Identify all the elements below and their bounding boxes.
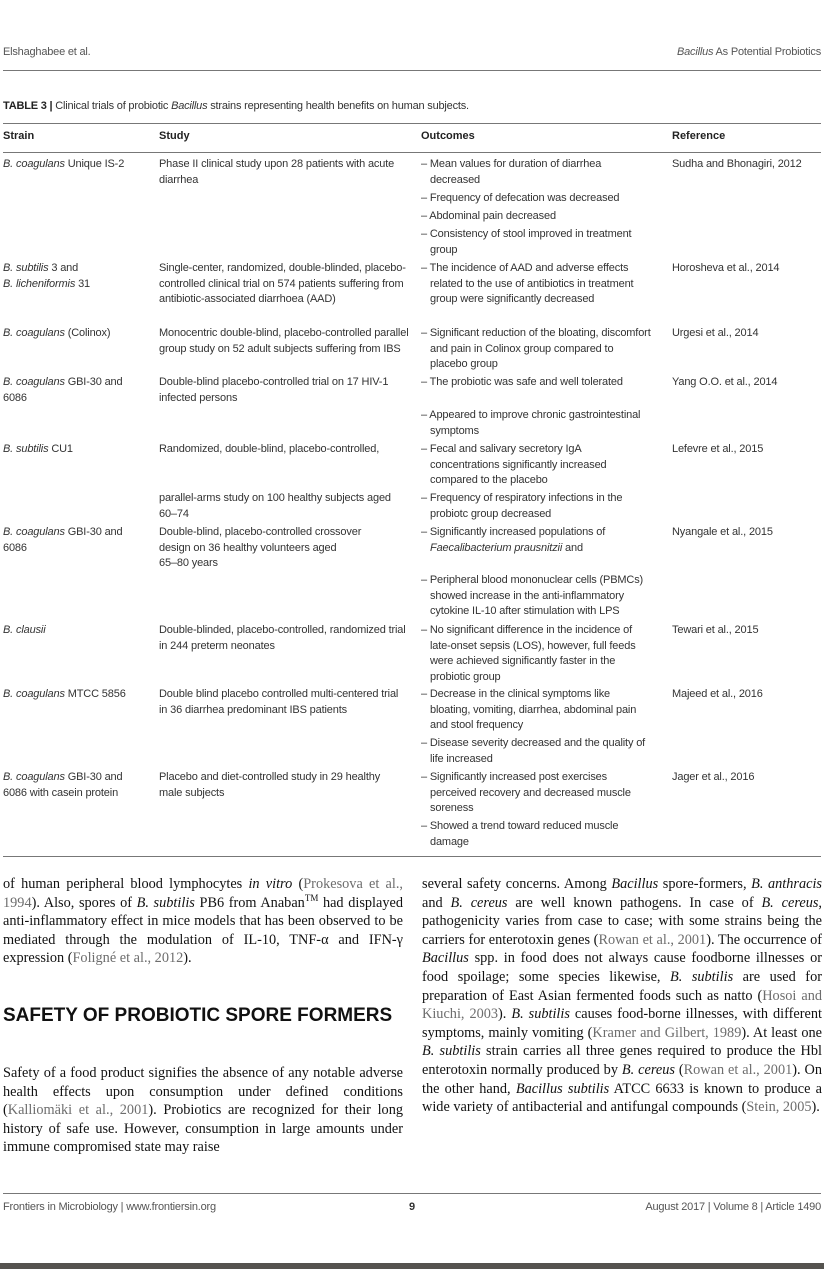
table-caption: TABLE 3 | Clinical trials of probiotic Bacillus strains representing health benefits on human subjects. [3, 100, 469, 112]
reference-cell: Horosheva et al., 2014 [672, 262, 780, 274]
outcome-item: – The probiotic was safe and well tolerated [421, 376, 623, 388]
strain-cell: B. coagulans MTCC 5856 [3, 688, 126, 700]
study-cell: Single-center, randomized, double-blinded, placebo-controlled clinical trial on 574 patients suffering from antibiotic-associated diarrhoea (AAD) [159, 262, 406, 305]
study-cell: Phase II clinical study upon 28 patients with acute diarrhea [159, 158, 395, 186]
outcome-item: – Showed a trend toward reduced muscle damage [421, 820, 619, 848]
outcome-item: – The incidence of AAD and adverse effects related to the use of antibiotics in treatment group were significantly decreased [421, 262, 634, 305]
body-paragraph: Safety of a food product signifies the absence of any notable adverse health effects upon consumption under defined conditions (Kalliomäki et al., 2001). Probiotics are recognized for their long history of safe use. However, consumption in large amounts under immune compromised state may raise [3, 1065, 403, 1156]
citation-link[interactable]: Rowan et al., 2001 [683, 1061, 793, 1078]
study-cell: Monocentric double-blind, placebo-controlled parallel group study on 52 adult subjects suffering from IBS [159, 327, 409, 355]
header-rule [3, 70, 821, 71]
reference-cell: Lefevre et al., 2015 [672, 443, 764, 455]
reference-cell: Tewari et al., 2015 [672, 624, 759, 636]
strain-cell: B. subtilis CU1 [3, 443, 73, 455]
section-heading: SAFETY OF PROBIOTIC SPORE FORMERS [3, 1005, 393, 1026]
author-header: Elshaghabee et al. [3, 46, 91, 58]
footer-rule [3, 1193, 821, 1194]
study-cell: Randomized, double-blind, placebo-controlled, [159, 443, 380, 455]
col-header-strain: Strain [3, 130, 35, 142]
journal-link[interactable]: Frontiers in Microbiology | www.frontiersin.org [3, 1201, 216, 1213]
table-top-rule [3, 123, 821, 124]
strain-cell: B. coagulans GBI-30 and 6086 [3, 376, 123, 404]
reference-cell: Majeed et al., 2016 [672, 688, 763, 700]
bottom-bar [0, 1263, 824, 1269]
body-paragraph: several safety concerns. Among Bacillus spore-formers, B. anthracis and B. cereus are well known pathogens. In case of B. cereus, pathogenicity varies from case to case; with some strains being the carriers for enterotoxin genes (Rowan et al., 2001). The occurrence of Bacillus spp. in food does not always cause foodborne illnesses or food spoilage; some species likewise, B. subtilis are used for preparation of East Asian fermented foods such as natto (Hosoi and Kiuchi, 2003). B. subtilis causes food-borne illnesses, with different symptoms, mainly vomiting (Kramer and Gilbert, 1989). At least one B. subtilis strain carries all three genes required to produce the Hbl enterotoxin normally produced by B. cereus (Rowan et al., 2001). On the other hand, Bacillus subtilis ATCC 6633 is known to produce a wide variety of antibacterial and antifungal compounds (Stein, 2005). [422, 876, 823, 1116]
col-header-study: Study [159, 130, 190, 142]
col-header-reference: Reference [672, 130, 726, 142]
running-header [3, 46, 821, 62]
body-paragraph: of human peripheral blood lymphocytes in vitro (Prokesova et al., 1994). Also, spores of B. subtilis PB6 from Anaban™ had displayed anti-inflammatory effect in mice models that has been observed to be mediated through the modulation of IL-10, TNF-α and IFN-γ expression (Foligné et al., 2012). [3, 876, 403, 967]
outcome-item: – Abdominal pain decreased [421, 210, 556, 222]
outcome-item: – Disease severity decreased and the quality of life increased [421, 737, 646, 765]
outcome-item: – No significant difference in the incidence of late-onset sepsis (LOS), however, full feeds were achieved significantly faster in the probiotic group [421, 624, 636, 683]
page-number: 9 [409, 1201, 415, 1213]
outcome-item: – Frequency of defecation was decreased [421, 192, 620, 204]
study-cell: Double-blind placebo-controlled trial on 17 HIV-1 infected persons [159, 376, 389, 404]
col-header-outcomes: Outcomes [421, 130, 475, 142]
outcome-item: – Fecal and salivary secretory IgA concentrations significantly increased compared to the placebo [421, 443, 607, 486]
outcome-item: – Consistency of stool improved in treatment group [421, 228, 632, 256]
outcome-item: – Frequency of respiratory infections in the probiotc group decreased [421, 492, 623, 520]
table-header-rule [3, 152, 821, 153]
citation-link[interactable]: Prokesova et al., 1994 [3, 876, 403, 911]
outcome-item: – Decrease in the clinical symptoms like bloating, vomiting, diarrhea, abdominal pain and stool frequency [421, 688, 637, 731]
outcome-item: – Mean values for duration of diarrhea decreased [421, 158, 602, 186]
outcome-item: – Significantly increased populations of Faecalibacterium prausnitzii and [421, 526, 606, 554]
title-header: Bacillus As Potential Probiotics [676, 46, 821, 58]
study-cell: Double-blinded, placebo-controlled, randomized trial in 244 preterm neonates [159, 624, 406, 652]
strain-cell: B. clausii [3, 624, 46, 636]
outcome-item: – Appeared to improve chronic gastrointestinal symptoms [421, 409, 641, 437]
issue-info: August 2017 | Volume 8 | Article 1490 [645, 1201, 821, 1213]
reference-cell: Yang O.O. et al., 2014 [672, 376, 778, 388]
citation-link[interactable]: Kalliomäki et al., 2001 [7, 1102, 149, 1119]
study-cell: Double blind placebo controlled multi-centered trial in 36 diarrhea predominant IBS patients [159, 688, 399, 716]
outcome-item: – Significant reduction of the bloating, discomfort and pain in Colinox group compared to placebo group [421, 327, 651, 370]
citation-link[interactable]: Foligné et al., 2012 [72, 950, 184, 967]
reference-cell: Urgesi et al., 2014 [672, 327, 759, 339]
outcome-item: – Peripheral blood mononuclear cells (PBMCs) showed increase in the anti-inflammatory cytokine IL-10 after stimulation with LPS [421, 574, 644, 617]
citation-link[interactable]: Hosoi and Kiuchi, 2003 [422, 987, 823, 1023]
study-cell-continued: parallel-arms study on 100 healthy subjects aged 60–74 [159, 492, 391, 520]
strain-cell: B. subtilis 3 and B. licheniformis 31 [3, 262, 91, 290]
strain-cell: B. coagulans GBI-30 and 6086 with casein protein [3, 771, 123, 799]
table-bottom-rule [3, 856, 821, 857]
reference-cell: Nyangale et al., 2015 [672, 526, 773, 538]
strain-cell: B. coagulans Unique IS-2 [3, 158, 125, 170]
outcome-item: – Significantly increased post exercises perceived recovery and decreased muscle soreness [421, 771, 631, 814]
strain-cell: B. coagulans GBI-30 and 6086 [3, 526, 123, 554]
study-cell: Double-blind, placebo-controlled crossover design on 36 healthy volunteers aged 65–80 years [159, 526, 362, 569]
citation-link[interactable]: Kramer and Gilbert, 1989 [592, 1024, 742, 1041]
reference-cell: Jager et al., 2016 [672, 771, 755, 783]
reference-cell: Sudha and Bhonagiri, 2012 [672, 158, 802, 170]
study-cell: Placebo and diet-controlled study in 29 healthy male subjects [159, 771, 381, 799]
strain-cell: B. coagulans (Colinox) [3, 327, 111, 339]
citation-link[interactable]: Rowan et al., 2001 [598, 931, 707, 948]
citation-link[interactable]: Stein, 2005 [746, 1099, 812, 1116]
